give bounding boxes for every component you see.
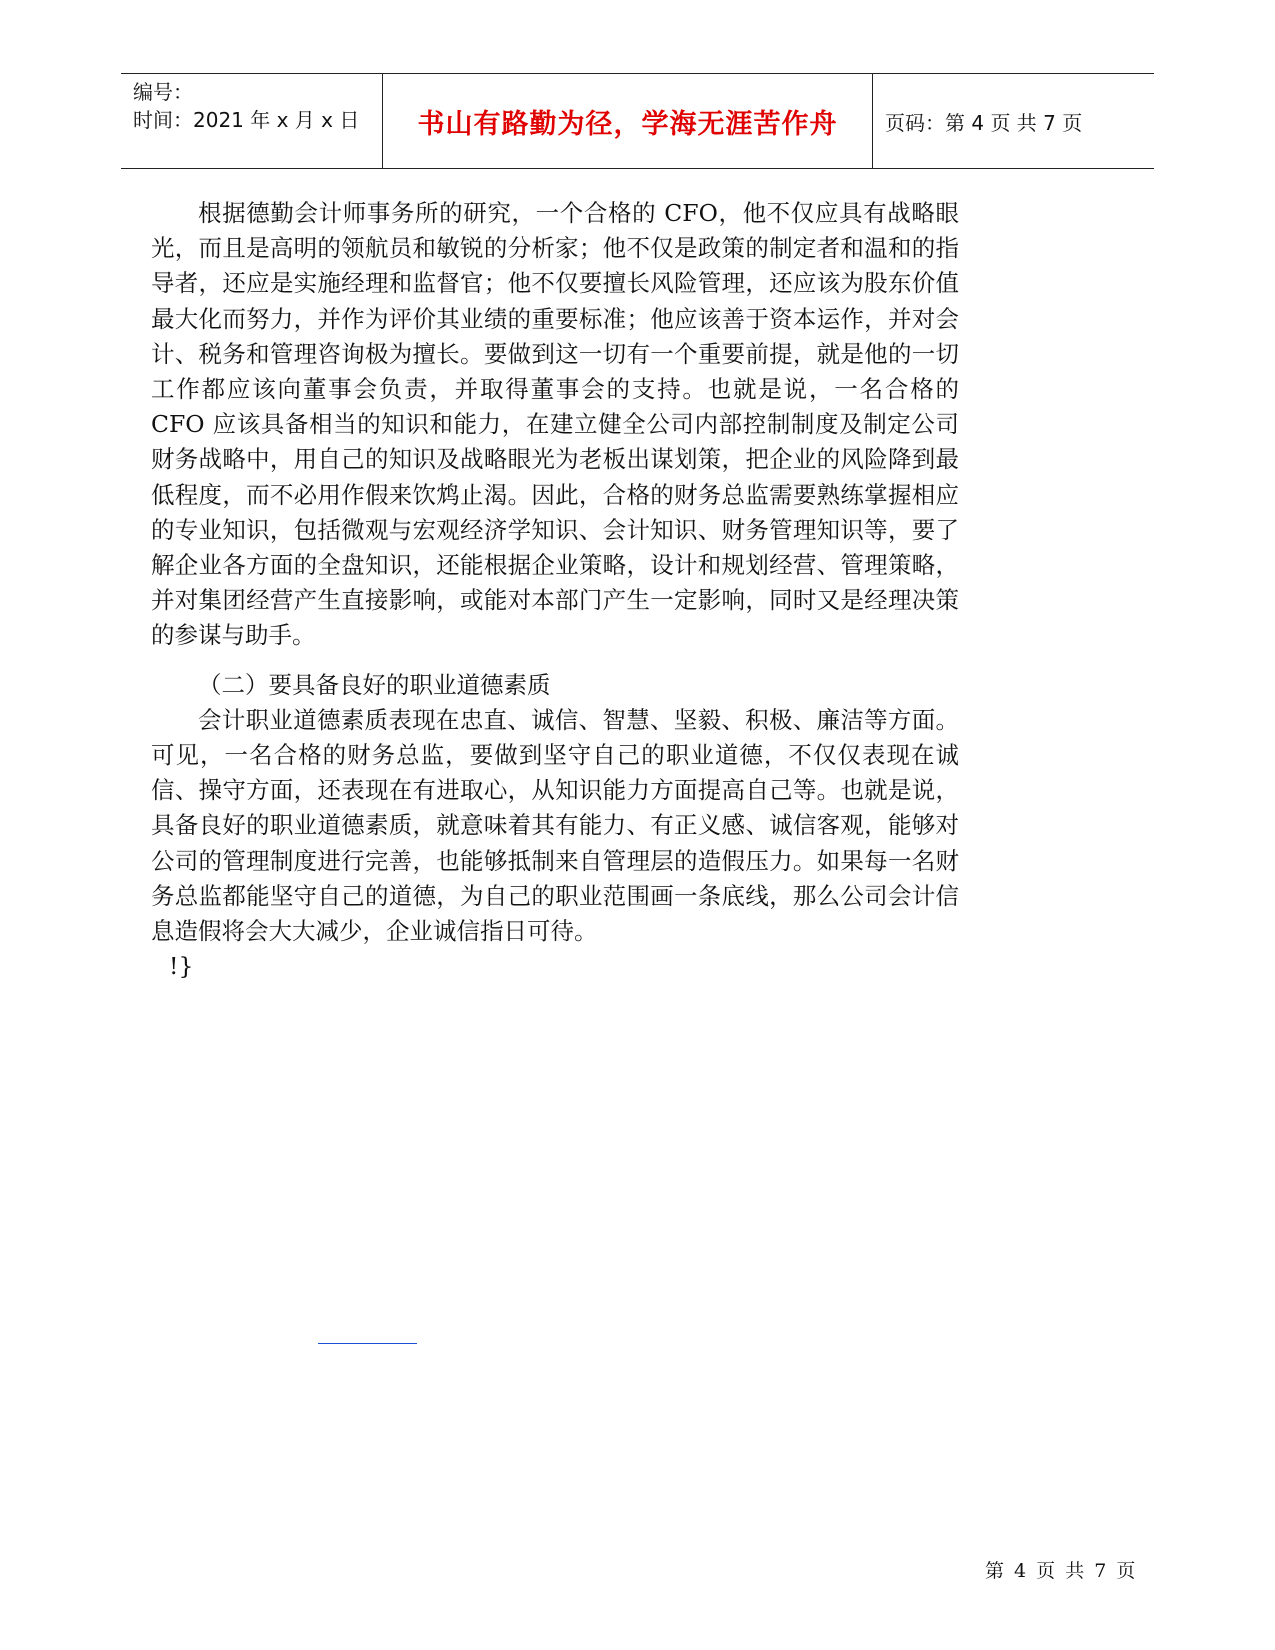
document-number-label: 编号： [133, 80, 193, 104]
header-motto-cell [383, 74, 873, 168]
document-body [151, 196, 959, 984]
body-paragraph: 根据德勤会计师事务所的研究，一个合格的 CFO，他不仅应具有战略眼光，而且是高明的领航员和敏锐的分析家；他不仅是政策的制定者和温和的指导者，还应是实施经理和监督官；他不仅要擅长风险管理，还应该为股东价值最大化而努力，并作为评价其业绩的重要标准；他应该善于资本运作，并对会计、税务和管理咨询极为擅长。要做到这一切有一个重要前提，就是他的一切工作都应该向董事会负责，并取得董事会的支持。也就是说，一名合格的 CFO 应该具备相当的知识和能力，在建立健全公司内部控制制度及制定公司财务战略中，用自己的知识及战略眼光为老板出谋划策，把企业的风险降到最低程度，而不必用作假来饮鸩止渴。因此，合格的财务总监需要熟练掌握相应的专业知识，包括微观与宏观经济学知识、会计知识、财务管理知识等，要了解企业各方面的全盘知识，还能根据企业策略，设计和规划经营、管理策略，并对集团经营产生直接影响，或能对本部门产生一定影响，同时又是经理决策的参谋与助手。 [151, 199, 959, 650]
header-meta [121, 74, 383, 168]
body-paragraph: 会计职业道德素质表现在忠直、诚信、智慧、坚毅、积极、廉洁等方面。可见，一名合格的财务总监，要做到坚守自己的职业道德，不仅仅表现在诚信、操守方面，还表现在有进取心，从知识能力方面提高自己等。也就是说，具备良好的职业道德素质，就意味着其有能力、有正义感、诚信客观，能够对公司的管理制度进行完善，也能够抵制来自管理层的造假压力。如果每一名财务总监都能坚守自己的道德，为自己的职业范围画一条底线，那么公司会计信息造假将会大大减少，企业诚信指日可待。 [151, 705, 959, 946]
section-heading: （二）要具备良好的职业道德素质 [198, 670, 551, 699]
header-page-number: 页码：第 4 页 共 7 页 [885, 110, 1083, 135]
page-header [121, 73, 1154, 169]
header-motto: 书山有路勤为径，学海无涯苦作舟 [417, 108, 838, 140]
document-date-label: 时间：2021 年 x 月 x 日 [133, 108, 360, 132]
page-footer: 第 4 页 共 7 页 [985, 1560, 1138, 1582]
stray-mark: !} [169, 952, 194, 981]
header-page-cell [873, 74, 1154, 168]
hyperlink-underline[interactable] [318, 1343, 417, 1344]
